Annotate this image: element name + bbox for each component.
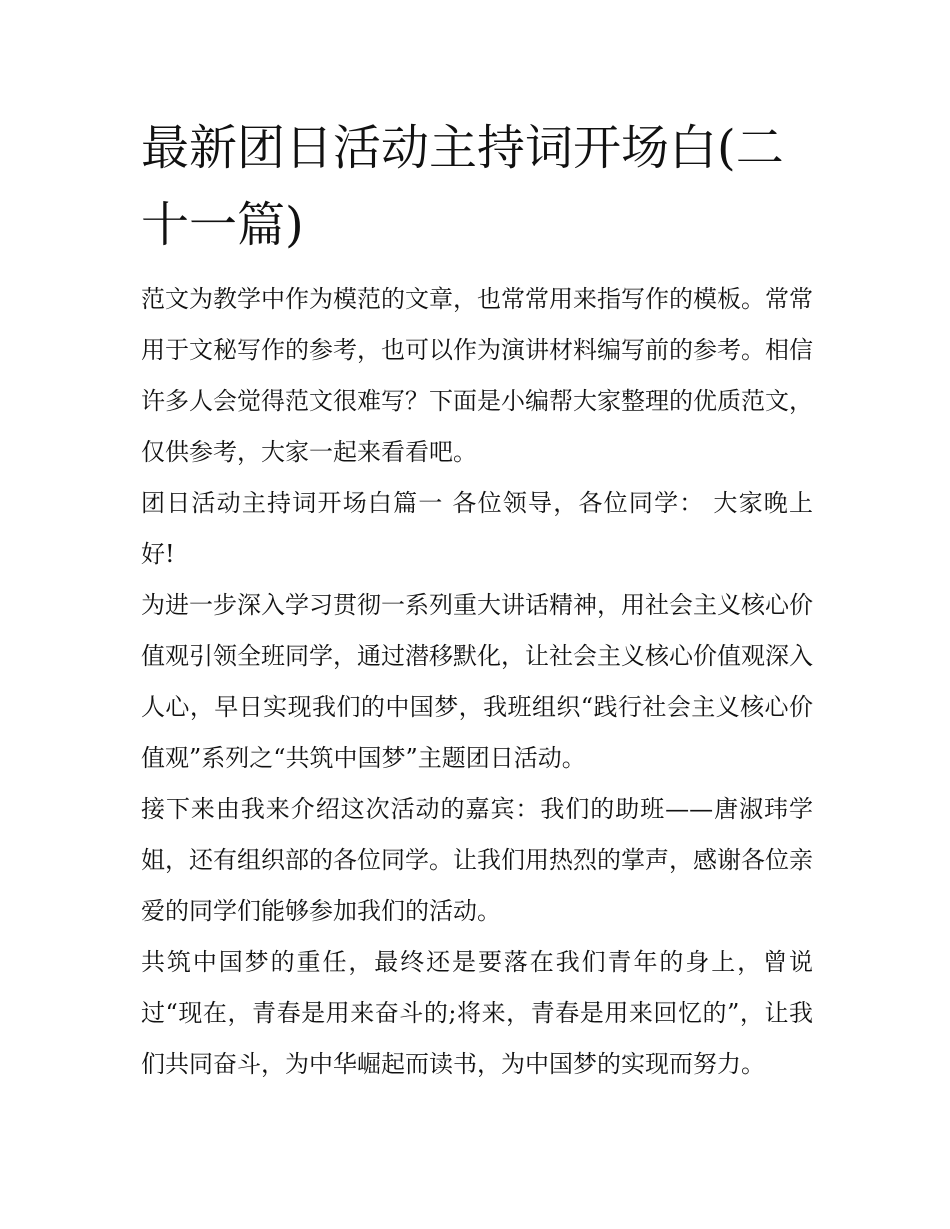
paragraph-purpose: 为进一步深入学习贯彻一系列重大讲话精神，用社会主义核心价值观引领全班同学，通过潜移默化，让社会主义核心价值观深入人心，早日实现我们的中国梦，我班组织“践行社会主义核心价值观”系列之“共筑中国梦”主题团日活动。 — [141, 591, 813, 772]
paragraph-guests: 接下来由我来介绍这次活动的嘉宾：我们的助班——唐淑玮学姐，还有组织部的各位同学。让我们用热烈的掌声，感谢各位亲爱的同学们能够参加我们的活动。 — [141, 795, 813, 925]
document-body — [141, 110, 813, 1090]
paragraph-greeting: 团日活动主持词开场白篇一 各位领导，各位同学： 大家晚上好! — [141, 489, 813, 568]
paragraph-intro: 范文为教学中作为模范的文章，也常常用来指写作的模板。常常用于文秘写作的参考，也可以作为演讲材料编写前的参考。相信许多人会觉得范文很难写？下面是小编帮大家整理的优质范文，仅供参考，大家一起来看看吧。 — [141, 285, 813, 466]
document-title: 最新团日活动主持词开场白(二十一篇) — [141, 120, 784, 253]
paragraph-closing: 共筑中国梦的重任，最终还是要落在我们青年的身上，曾说过“现在，青春是用来奋斗的;将来，青春是用来回忆的”，让我们共同奋斗，为中华崛起而读书，为中国梦的实现而努力。 — [141, 948, 813, 1078]
